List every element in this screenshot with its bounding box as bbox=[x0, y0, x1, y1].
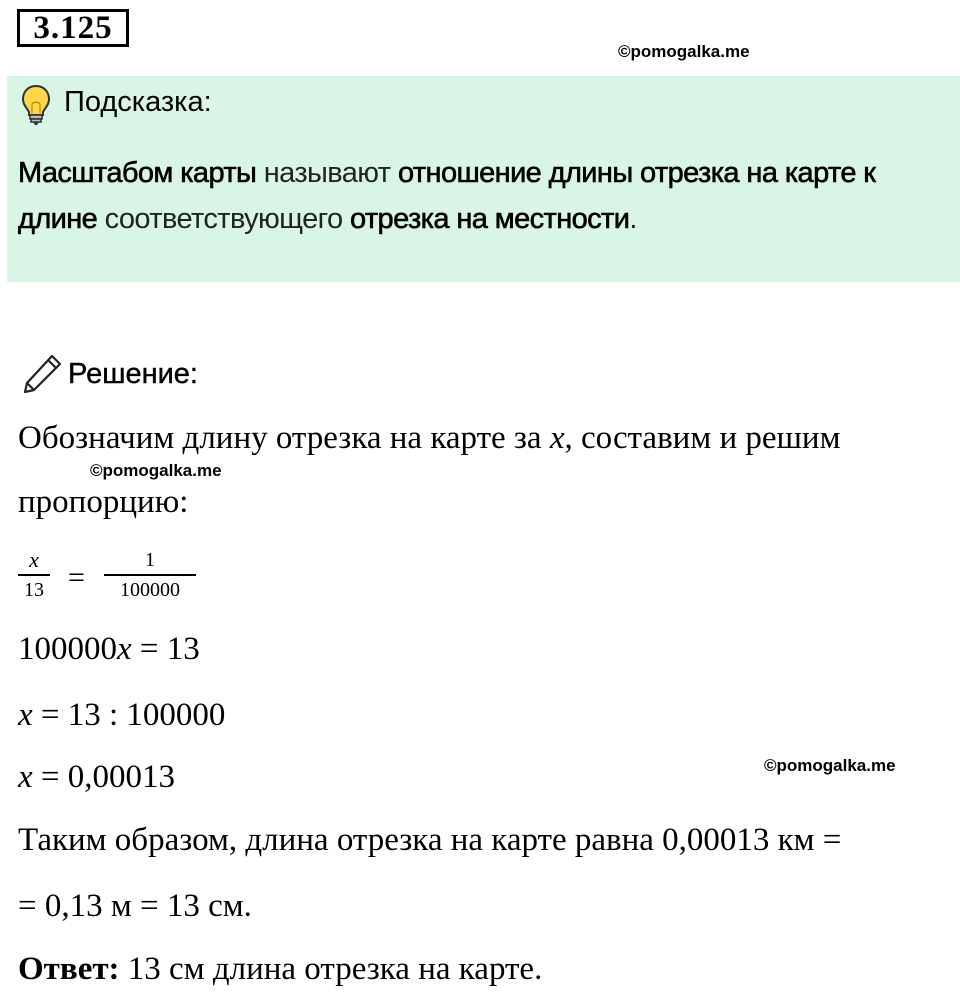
hint-normal: называют bbox=[256, 157, 398, 189]
fraction-numerator: x bbox=[29, 547, 39, 572]
hint-normal: соответствующего bbox=[97, 203, 350, 235]
fraction-right bbox=[104, 549, 196, 601]
watermark: ©pomogalka.me bbox=[764, 756, 896, 775]
conclusion-line: = 0,13 м = 13 см. bbox=[18, 888, 252, 924]
solution-step bbox=[18, 759, 175, 796]
hint-term: отрезка на местности bbox=[349, 203, 630, 235]
lightbulb-icon bbox=[20, 84, 52, 126]
intro-text: Обозначим длину отрезка на карте за bbox=[18, 420, 550, 456]
hint-title: Подсказка: bbox=[64, 86, 212, 118]
proportion-equation bbox=[18, 545, 188, 615]
solution-intro-line2: пропорцию: bbox=[18, 484, 189, 520]
fraction-denominator: 13 bbox=[24, 579, 44, 601]
hint-term: отношение длины отрезка на карте к длине bbox=[18, 157, 876, 235]
fraction-bar bbox=[18, 574, 50, 576]
answer-label: Ответ: bbox=[18, 951, 120, 987]
variable-x: x bbox=[18, 697, 33, 733]
equals-sign: = bbox=[68, 561, 85, 594]
step-text: 100000 bbox=[18, 631, 117, 667]
hint-term: Масштабом карты bbox=[18, 157, 257, 189]
step-text: = 13 bbox=[131, 631, 200, 667]
step-text: = 0,00013 bbox=[32, 759, 176, 795]
solution-step bbox=[18, 631, 200, 668]
fraction-left bbox=[18, 549, 50, 601]
watermark: ©pomogalka.me bbox=[618, 42, 750, 61]
solution-intro bbox=[18, 420, 840, 457]
conclusion-line: Таким образом, длина отрезка на карте равна 0,00013 км = bbox=[18, 822, 842, 858]
hint-normal: . bbox=[629, 203, 637, 235]
hint-text bbox=[18, 150, 948, 242]
answer-text: 13 см длина отрезка на карте. bbox=[119, 951, 543, 987]
fraction-numerator: 1 bbox=[145, 549, 155, 571]
answer-line bbox=[18, 951, 542, 988]
pencil-icon bbox=[20, 352, 64, 396]
step-text: = 13 : 100000 bbox=[32, 697, 226, 733]
solution-step bbox=[18, 697, 225, 734]
intro-text: , составим и решим bbox=[564, 420, 841, 456]
problem-number: 3.125 bbox=[17, 9, 129, 47]
variable-x: x bbox=[18, 759, 33, 795]
fraction-denominator: 100000 bbox=[120, 579, 180, 601]
solution-title: Решение: bbox=[68, 358, 198, 390]
fraction-bar bbox=[104, 574, 196, 576]
variable-x: x bbox=[549, 420, 565, 456]
variable-x: x bbox=[117, 631, 132, 667]
watermark: ©pomogalka.me bbox=[90, 461, 222, 480]
